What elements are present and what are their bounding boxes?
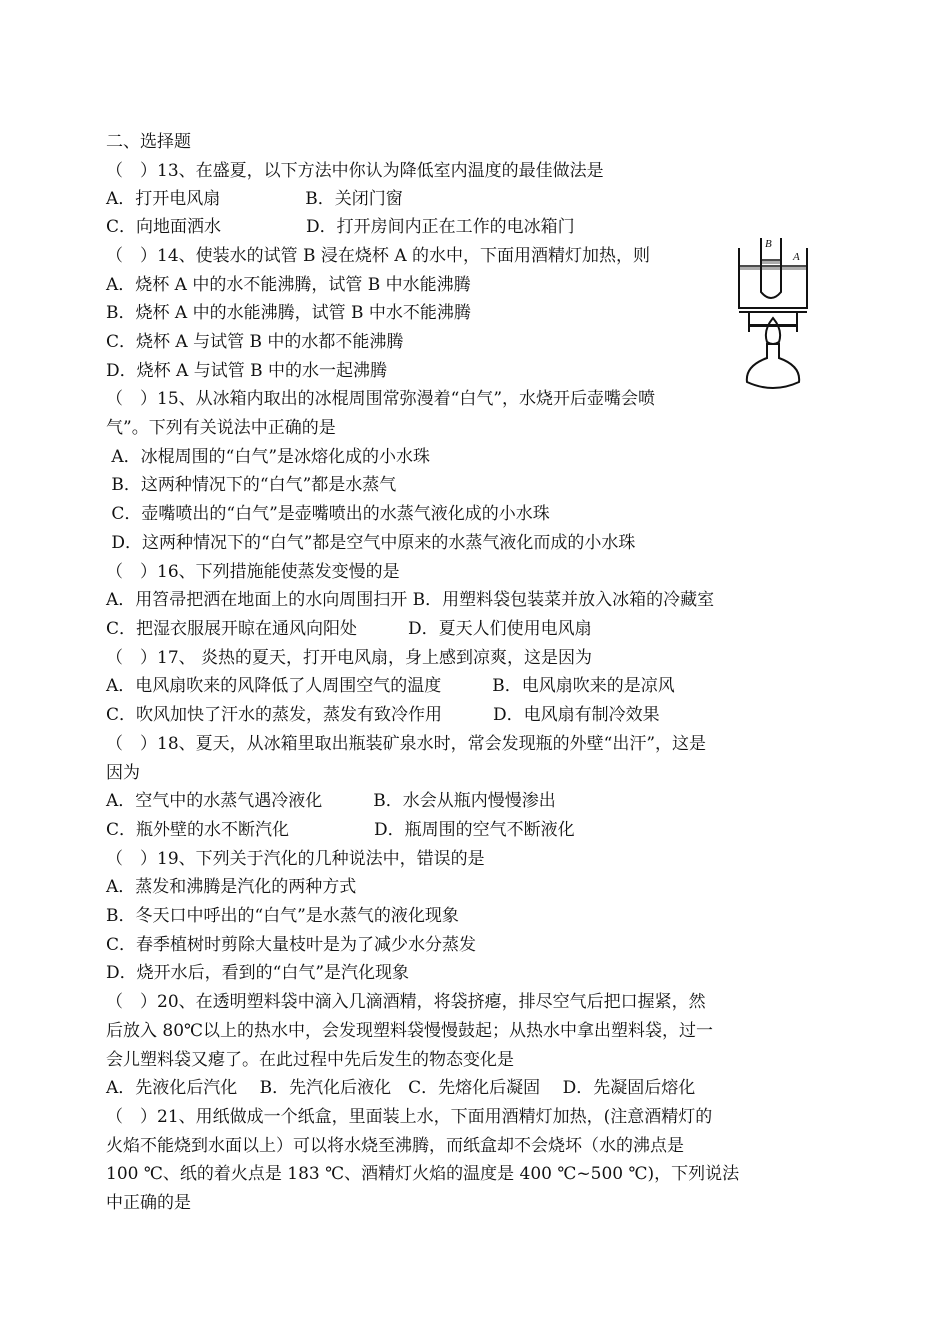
- question-line: （ ）18、夏天，从冰箱里取出瓶装矿泉水时，常会发现瓶的外壁“出汗”，这是: [106, 734, 707, 754]
- option-line: A．电风扇吹来的风降低了人周围空气的温度 B．电风扇吹来的是凉风: [106, 676, 675, 696]
- alcohol-lamp-outline: [747, 344, 799, 388]
- option-line: B．冬天口中呼出的“白气”是水蒸气的液化现象: [106, 906, 459, 926]
- question-line: 100 ℃、纸的着火点是 183 ℃、酒精灯火焰的温度是 400 ℃~500 ℃)，下列说法: [106, 1164, 740, 1184]
- question-line: （ ）21、用纸做成一个纸盒，里面装上水，下面用酒精灯加热，(注意酒精灯的: [106, 1107, 713, 1127]
- option-line: C．瓶外壁的水不断汽化 D．瓶周围的空气不断液化: [106, 820, 575, 840]
- option-line: C．烧杯 A 与试管 B 中的水都不能沸腾: [106, 332, 404, 352]
- option-line: A．用笤帚把洒在地面上的水向周围扫开 B．用塑料袋包装菜并放入冰箱的冷藏室: [106, 590, 715, 610]
- boiling-apparatus-figure: [735, 236, 813, 394]
- option-line: C．春季植树时剪除大量枝叶是为了减少水分蒸发: [106, 935, 477, 955]
- option-line: A．冰棍周围的“白气”是冰熔化成的小水珠: [106, 447, 431, 467]
- option-line: A．打开电风扇 B．关闭门窗: [106, 189, 403, 209]
- option-line: B．这两种情况下的“白气”都是水蒸气: [106, 475, 397, 495]
- option-line: A．先液化后汽化 B．先汽化后液化 C．先熔化后凝固 D．先凝固后熔化: [106, 1078, 696, 1098]
- question-line: （ ）19、下列关于汽化的几种说法中，错误的是: [106, 849, 485, 869]
- question-line: （ ）17、 炎热的夏天，打开电风扇，身上感到凉爽，这是因为: [106, 648, 593, 668]
- figure-label-b: B: [765, 238, 772, 250]
- question-line: （ ）13、在盛夏，以下方法中你认为降低室内温度的最佳做法是: [106, 161, 604, 181]
- option-line: A．蒸发和沸腾是汽化的两种方式: [106, 877, 357, 897]
- option-line: D．这两种情况下的“白气”都是空气中原来的水蒸气液化而成的小水珠: [106, 533, 636, 553]
- question-line: 后放入 80℃以上的热水中，会发现塑料袋慢慢鼓起；从热水中拿出塑料袋，过一: [106, 1021, 714, 1041]
- option-line: D．烧杯 A 与试管 B 中的水一起沸腾: [106, 361, 388, 381]
- option-line: A．空气中的水蒸气遇冷液化 B．水会从瓶内慢慢渗出: [106, 791, 556, 811]
- question-line: 中正确的是: [106, 1193, 191, 1213]
- option-line: D．烧开水后，看到的“白气”是汽化现象: [106, 963, 410, 983]
- option-line: C．向地面洒水 D．打开房间内正在工作的电冰箱门: [106, 217, 575, 237]
- figure-label-a: A: [793, 251, 800, 263]
- question-line: （ ）16、下列措施能使蒸发变慢的是: [106, 562, 400, 582]
- section-title: 二、选择题: [106, 132, 191, 152]
- option-line: A．烧杯 A 中的水不能沸腾，试管 B 中水能沸腾: [106, 275, 471, 295]
- option-line: C．壶嘴喷出的“白气”是壶嘴喷出的水蒸气液化成的小水珠: [106, 504, 550, 524]
- question-line: （ ）15、从冰箱内取出的冰棍周围常弥漫着“白气”，水烧开后壶嘴会喷: [106, 389, 656, 409]
- option-line: B．烧杯 A 中的水能沸腾，试管 B 中水不能沸腾: [106, 303, 471, 323]
- question-line: （ ）20、在透明塑料袋中滴入几滴酒精，将袋挤瘪，排尽空气后把口握紧，然: [106, 992, 706, 1012]
- flame-shape: [766, 318, 780, 344]
- question-line: 火焰不能烧到水面以上）可以将水烧至沸腾，而纸盒却不会烧坏（水的沸点是: [106, 1136, 684, 1156]
- question-line: 因为: [106, 763, 140, 783]
- option-line: C．把湿衣服展开晾在通风向阳处 D．夏天人们使用电风扇: [106, 619, 592, 639]
- question-line: （ ）14、使装水的试管 B 浸在烧杯 A 的水中，下面用酒精灯加热，则: [106, 246, 651, 266]
- option-line: C．吹风加快了汗水的蒸发，蒸发有致冷作用 D．电风扇有制冷效果: [106, 705, 660, 725]
- question-line: 会儿塑料袋又瘪了。在此过程中先后发生的物态变化是: [106, 1050, 514, 1070]
- question-line: 气”。下列有关说法中正确的是: [106, 418, 336, 438]
